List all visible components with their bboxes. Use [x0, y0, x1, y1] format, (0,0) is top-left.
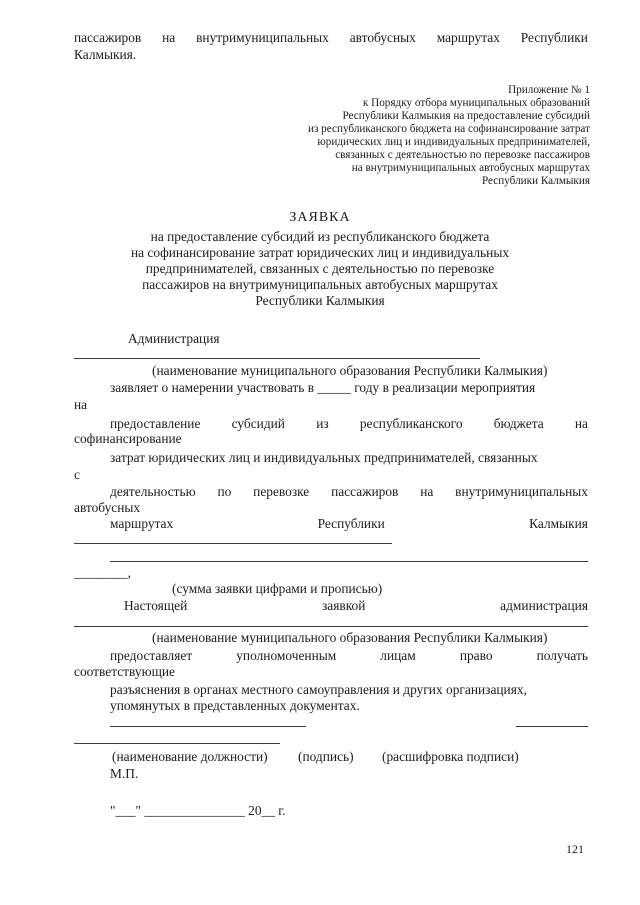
amount-blank-1	[74, 543, 392, 544]
word: лицам	[380, 648, 416, 663]
form-subtitle-line: пассажиров на внутримуниципальных автобусных маршрутах	[142, 277, 498, 292]
word: маршрутах	[436, 30, 500, 45]
word: внутримуниципальных	[455, 484, 588, 499]
word: администрация	[500, 598, 588, 613]
form-title: ЗАЯВКА	[289, 210, 351, 225]
year-blank: _____	[317, 380, 351, 395]
word-relevant: соответствующие	[74, 664, 175, 679]
amount-blank-2	[110, 561, 588, 562]
word: автобусных	[349, 30, 416, 45]
word: из	[316, 416, 329, 431]
word: по	[217, 484, 232, 499]
word: Республики	[317, 516, 385, 531]
signature-hint-sign: (подпись)	[298, 749, 354, 764]
word: субсидий	[231, 416, 285, 431]
appendix-line: Республики Калмыкия на предоставление субсидий	[342, 110, 590, 122]
routes-line	[110, 516, 588, 532]
word: получать	[536, 648, 588, 663]
word: республиканского	[359, 416, 463, 431]
page-number: 121	[566, 842, 584, 856]
costs-line: затрат юридических лиц и индивидуальных предпринимателей, связанных	[110, 450, 538, 465]
administration-label: Администрация	[128, 331, 220, 346]
form-subtitle-line: предпринимателей, связанных с деятельностью по перевозке	[145, 261, 495, 276]
word: пассажиров	[331, 484, 399, 499]
municipality-hint-2: (наименование муниципального образования Республики Калмыкия)	[152, 630, 548, 645]
amount-hint: (сумма заявки цифрами и прописью)	[172, 581, 383, 596]
municipality-name-blank	[74, 358, 480, 359]
form-subtitle-line: Республики Калмыкия	[255, 293, 385, 308]
signature-blank-center	[110, 726, 306, 727]
appendix-line: Приложение № 1	[508, 84, 590, 96]
seal-label: М.П.	[110, 766, 139, 781]
word: заявкой	[322, 598, 366, 613]
word: предоставляет	[110, 648, 193, 663]
word: внутримуниципальных	[196, 30, 329, 45]
declares-line	[110, 380, 535, 396]
form-subtitle-line: на предоставление субсидий из республиканского бюджета	[150, 229, 490, 244]
date-line: "___" _______________ 20__ г.	[110, 803, 286, 818]
word: на	[420, 484, 434, 499]
top-continuation-line1	[74, 30, 588, 46]
signature-blank-right	[516, 726, 588, 727]
municipality-hint: (наименование муниципального образования Республики Калмыкия)	[152, 363, 548, 378]
word: на	[574, 416, 588, 431]
top-continuation-line2: Калмыкия.	[74, 47, 137, 62]
position-blank	[74, 743, 280, 744]
word: уполномоченным	[236, 648, 337, 663]
word: пассажиров	[74, 30, 142, 45]
word: маршрутах	[110, 516, 174, 531]
word-cofinancing: софинансирование	[74, 431, 182, 446]
word: право	[459, 648, 493, 663]
appendix-line: Республики Калмыкия	[481, 175, 590, 187]
signature-hint-position: (наименование должности)	[112, 749, 268, 764]
word: перевозке	[253, 484, 310, 499]
appendix-line: связанных с деятельностью по перевозке пассажиров	[335, 149, 590, 161]
word: бюджета	[493, 416, 544, 431]
appendix-line: из республиканского бюджета на софинансирование затрат	[307, 123, 590, 135]
word: Настоящей	[124, 598, 188, 613]
municipality-name-blank-2	[74, 626, 588, 627]
signature-hint-transcript: (расшифровка подписи)	[382, 749, 519, 764]
word-bus: автобусных	[74, 500, 141, 515]
declares-prefix: заявляет о намерении участвовать в	[110, 380, 315, 395]
word-na: на	[74, 397, 88, 412]
activity-line	[110, 484, 588, 500]
word: предоставление	[110, 416, 201, 431]
appendix-line: юридических лиц и индивидуальных предпринимателей,	[317, 136, 590, 148]
grant-line	[110, 416, 588, 432]
amount-blank-tail: ________,	[74, 565, 131, 580]
word: на	[162, 30, 176, 45]
form-subtitle-line: на софинансирование затрат юридических лиц и индивидуальных	[130, 245, 510, 260]
word-s: с	[74, 467, 80, 482]
word: деятельностью	[110, 484, 196, 499]
word: Республики	[520, 30, 588, 45]
mentioned-line: упомянутых в представленных документах.	[110, 698, 360, 713]
appendix-line: к Порядку отбора муниципальных образований	[362, 97, 590, 109]
clarifications-line: разъяснения в органах местного самоуправления и других организациях,	[110, 682, 527, 697]
declares-suffix: году в реализации мероприятия	[354, 380, 536, 395]
present-line	[124, 598, 588, 614]
appendix-line: на внутримуниципальных автобусных маршрутах	[351, 162, 590, 174]
word: Калмыкия	[529, 516, 588, 531]
grants-line	[110, 648, 588, 664]
